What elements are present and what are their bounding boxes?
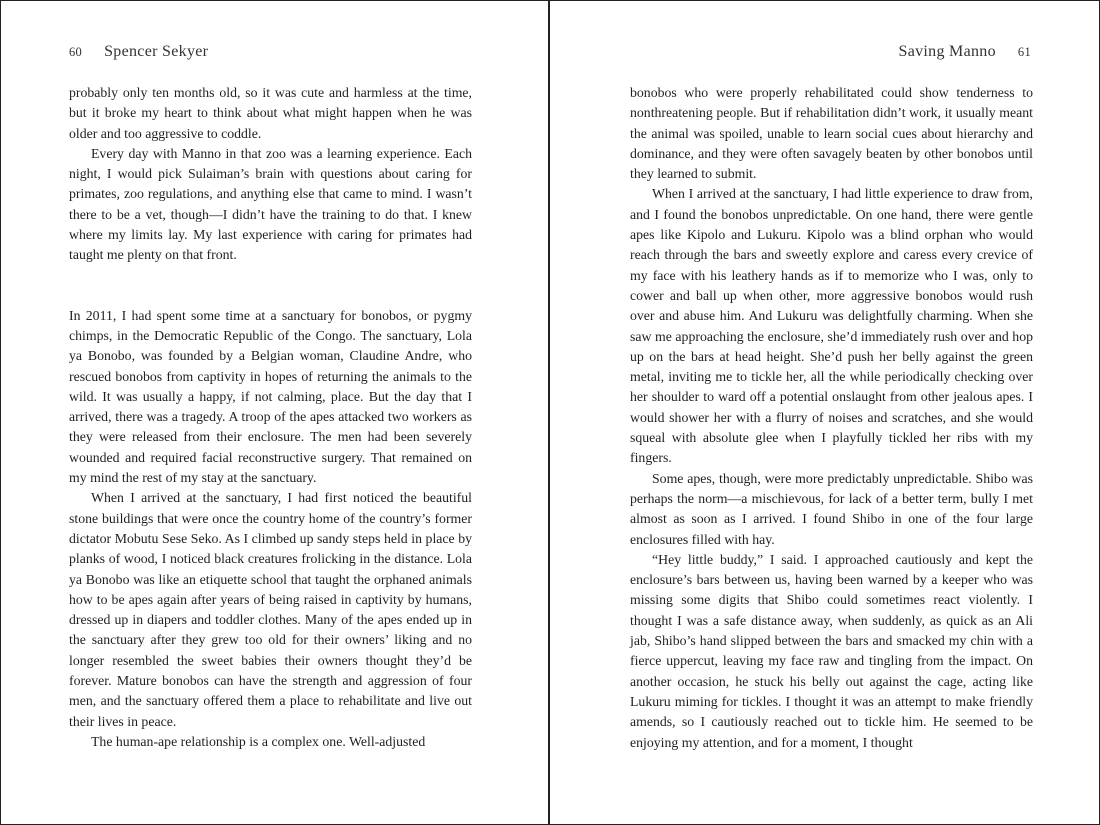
right-page: [550, 1, 1099, 824]
paragraph: In 2011, I had spent some time at a sanctuary for bonobos, or pygmy chimps, in the Democratic Republic of the Congo. The sanctuary, Lola ya Bonobo, was founded by a Belgian woman, Claudine Andre, who rescued bonobos from captivity in hopes of returning the animals to the wild. It was usually a happy, if not calming, place. But the day that I arrived, there was a tragedy. A troop of the apes attacked two workers as they were released from their enclosure. The men had been severely wounded and required facial reconstructive surgery. That remained on my mind the rest of my stay at the sanctuary.: [69, 307, 472, 486]
paragraph: “Hey little buddy,” I said. I approached cautiously and kept the enclosure’s bars between us, having been warned by a keeper who was missing some digits that Shibo could sometimes react violently. I thought I was a safe distance away, when suddenly, as quick as an Ali jab, Shibo’s hand slipped between the bars and smacked my chin with a fierce uppercut, leaving my face raw and tingling from the impact. On another occasion, he stuck his belly out against the cage, acting like Lukuru miming for tickles. I thought it was an attempt to make friendly amends, so I cautiously reached out to tickle him. He seemed to be enjoying my attention, and for a moment, I thought: [630, 551, 1033, 750]
paragraph: probably only ten months old, so it was cute and harmless at the time, but it broke my heart to think about what might happen when he was older and too aggressive to coddle.: [69, 85, 472, 141]
paragraph: bonobos who were properly rehabilitated could show tenderness to nonthreatening people. But if rehabilitation didn’t work, it usually meant the animal was spoiled, unable to learn social cues about hierarchy and dominance, and they were often savagely beaten by other bonobos until they learned to submit.: [630, 85, 1033, 182]
right-page-header: [899, 43, 1031, 61]
paragraph: The human-ape relationship is a complex one. Well-adjusted: [91, 733, 426, 749]
running-head-title: Saving Manno: [898, 43, 996, 60]
page-number: 61: [1017, 45, 1031, 59]
paragraph: Some apes, though, were more predictably unpredictable. Shibo was perhaps the norm—a mischievous, for lack of a better term, bully I met almost as soon as I arrived. I found Shibo in one of the four large enclosures filled with hay.: [630, 470, 1033, 547]
left-page-body: [69, 83, 472, 752]
left-page-header: [69, 43, 208, 61]
left-page: [1, 1, 550, 824]
paragraph: Every day with Manno in that zoo was a learning experience. Each night, I would pick Sulaiman’s brain with questions about caring for primates, zoo regulations, and anything else that came to mind. I wasn’t there to be a vet, though—I didn’t have the training to do that. I knew where my limits lay. My last experience with caring for primates had taught me plenty on that front.: [69, 145, 472, 263]
running-head-author: Spencer Sekyer: [104, 43, 209, 60]
page-number: 60: [69, 45, 83, 59]
right-page-body: [630, 83, 1033, 753]
paragraph: When I arrived at the sanctuary, I had first noticed the beautiful stone buildings that were once the country home of the country’s former dictator Mobutu Sese Seko. As I climbed up sandy steps held in place by planks of wood, I noticed black creatures frolicking in the distance. Lola ya Bonobo was like an etiquette school that taught the orphaned animals how to be apes again after years of being raised in captivity by humans, dressed up in diapers and toddler clothes. Many of the apes ended up in the sanctuary after they grew too old for their owners’ liking and no longer resembled the sweet babies their owners thought they’d be forever. Mature bonobos can have the strength and aggression of four men, and the sanctuary offered them a place to rehabilitate and live out their lives in peace.: [69, 490, 472, 729]
paragraph: When I arrived at the sanctuary, I had little experience to draw from, and I found the bonobos unpredictable. On one hand, there were gentle apes like Kipolo and Lukuru. Kipolo was a blind orphan who would reach through the bars and sweetly explore and caress every crevice of my face with his leathery hands as if to memorize who I was, only to cower and ball up when other, more aggressive bonobos would rush over and abuse him. And Lukuru was delightfully charming. When she saw me approaching the enclosure, she’d immediately rush over and hop up on the bars at head height. She’d push her belly against the green metal, inviting me to tickle her, all the while periodically checking over her shoulder to ward off a potential onslaught from other jealous apes. I would shower her with a flurry of noises and scratches, and she would squeal with absolute glee when I playfully tickled her ribs with my fingers.: [630, 186, 1033, 466]
